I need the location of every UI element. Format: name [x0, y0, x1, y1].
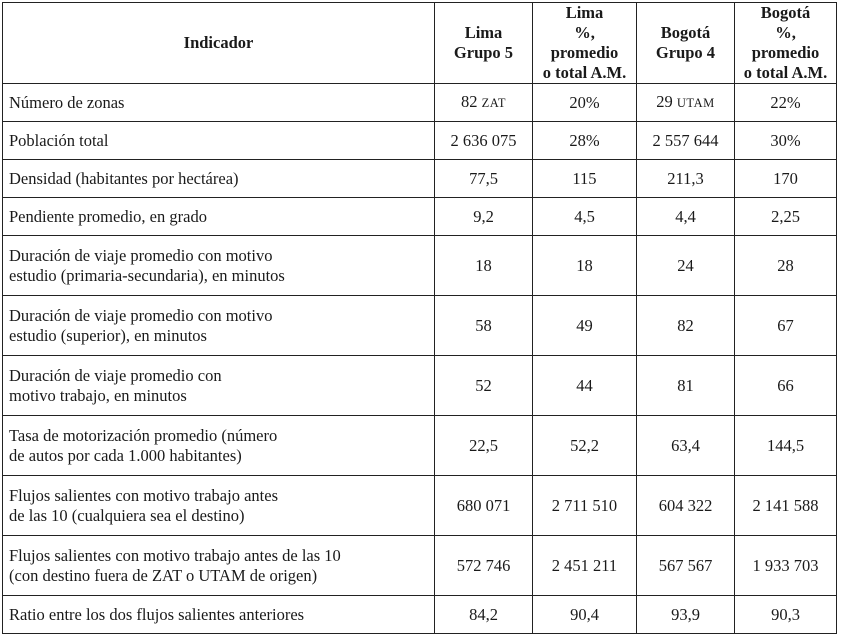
- row-label: Duración de viaje promedio con motivo estudio (superior), en minutos: [3, 296, 435, 356]
- table-row: [3, 236, 837, 296]
- cell-lima-pct: 4,5: [533, 198, 637, 236]
- cell-lima: 18: [435, 236, 533, 296]
- table-row: [3, 198, 837, 236]
- cell-bogota-pct: 170: [735, 160, 837, 198]
- table-row: [3, 476, 837, 536]
- cell-lima-pct: 49: [533, 296, 637, 356]
- table-row: [3, 416, 837, 476]
- row-label: Tasa de motorización promedio (número de autos por cada 1.000 habitantes): [3, 416, 435, 476]
- cell-lima-pct: 18: [533, 236, 637, 296]
- cell-bogota: 567 567: [637, 536, 735, 596]
- cell-lima-pct: 115: [533, 160, 637, 198]
- row-label: Duración de viaje promedio con motivo estudio (primaria-secundaria), en minutos: [3, 236, 435, 296]
- cell-lima: 82 ZAT: [435, 84, 533, 122]
- cell-lima: 58: [435, 296, 533, 356]
- cell-lima: 52: [435, 356, 533, 416]
- cell-lima-pct: 52,2: [533, 416, 637, 476]
- cell-bogota: 82: [637, 296, 735, 356]
- table-row: [3, 536, 837, 596]
- cell-bogota: 604 322: [637, 476, 735, 536]
- cell-lima-pct: 2 711 510: [533, 476, 637, 536]
- cell-bogota: 2 557 644: [637, 122, 735, 160]
- table-row: [3, 356, 837, 416]
- cell-lima-pct: 90,4: [533, 596, 637, 634]
- table-row: [3, 160, 837, 198]
- cell-bogota-pct: 90,3: [735, 596, 837, 634]
- row-label: Número de zonas: [3, 84, 435, 122]
- cell-bogota-pct: 22%: [735, 84, 837, 122]
- row-label: Pendiente promedio, en grado: [3, 198, 435, 236]
- cell-bogota-pct: 67: [735, 296, 837, 356]
- table-row: [3, 596, 837, 634]
- cell-lima: 9,2: [435, 198, 533, 236]
- indicator-table-container: [2, 2, 837, 634]
- cell-bogota-pct: 2 141 588: [735, 476, 837, 536]
- cell-lima: 22,5: [435, 416, 533, 476]
- header-bogota-pct: Bogotá %, promedio o total A.M.: [735, 3, 837, 84]
- cell-lima: 84,2: [435, 596, 533, 634]
- cell-lima-pct: 44: [533, 356, 637, 416]
- cell-lima-pct: 28%: [533, 122, 637, 160]
- row-label: Flujos salientes con motivo trabajo antes de las 10 (cualquiera sea el destino): [3, 476, 435, 536]
- cell-bogota: 63,4: [637, 416, 735, 476]
- cell-lima: 77,5: [435, 160, 533, 198]
- row-label: Duración de viaje promedio con motivo trabajo, en minutos: [3, 356, 435, 416]
- table-row: [3, 122, 837, 160]
- cell-bogota-pct: 30%: [735, 122, 837, 160]
- header-lima-grupo: Lima Grupo 5: [435, 3, 533, 84]
- table-row: [3, 296, 837, 356]
- cell-lima: 2 636 075: [435, 122, 533, 160]
- header-bogota-grupo: Bogotá Grupo 4: [637, 3, 735, 84]
- cell-bogota-pct: 1 933 703: [735, 536, 837, 596]
- cell-bogota-pct: 2,25: [735, 198, 837, 236]
- cell-lima-pct: 20%: [533, 84, 637, 122]
- header-lima-pct: Lima %, promedio o total A.M.: [533, 3, 637, 84]
- row-label: Flujos salientes con motivo trabajo antes de las 10 (con destino fuera de ZAT o UTAM de origen): [3, 536, 435, 596]
- table-header-row: [3, 3, 837, 84]
- cell-lima: 572 746: [435, 536, 533, 596]
- cell-bogota: 81: [637, 356, 735, 416]
- row-label: Población total: [3, 122, 435, 160]
- row-label: Densidad (habitantes por hectárea): [3, 160, 435, 198]
- table-row: [3, 84, 837, 122]
- cell-bogota-pct: 66: [735, 356, 837, 416]
- cell-lima-pct: 2 451 211: [533, 536, 637, 596]
- cell-bogota: 93,9: [637, 596, 735, 634]
- cell-bogota: 211,3: [637, 160, 735, 198]
- cell-bogota-pct: 144,5: [735, 416, 837, 476]
- cell-bogota: 29 UTAM: [637, 84, 735, 122]
- cell-bogota: 24: [637, 236, 735, 296]
- row-label: Ratio entre los dos flujos salientes anteriores: [3, 596, 435, 634]
- indicator-table: [2, 2, 837, 634]
- header-indicador: Indicador: [3, 3, 435, 84]
- cell-bogota: 4,4: [637, 198, 735, 236]
- cell-bogota-pct: 28: [735, 236, 837, 296]
- cell-lima: 680 071: [435, 476, 533, 536]
